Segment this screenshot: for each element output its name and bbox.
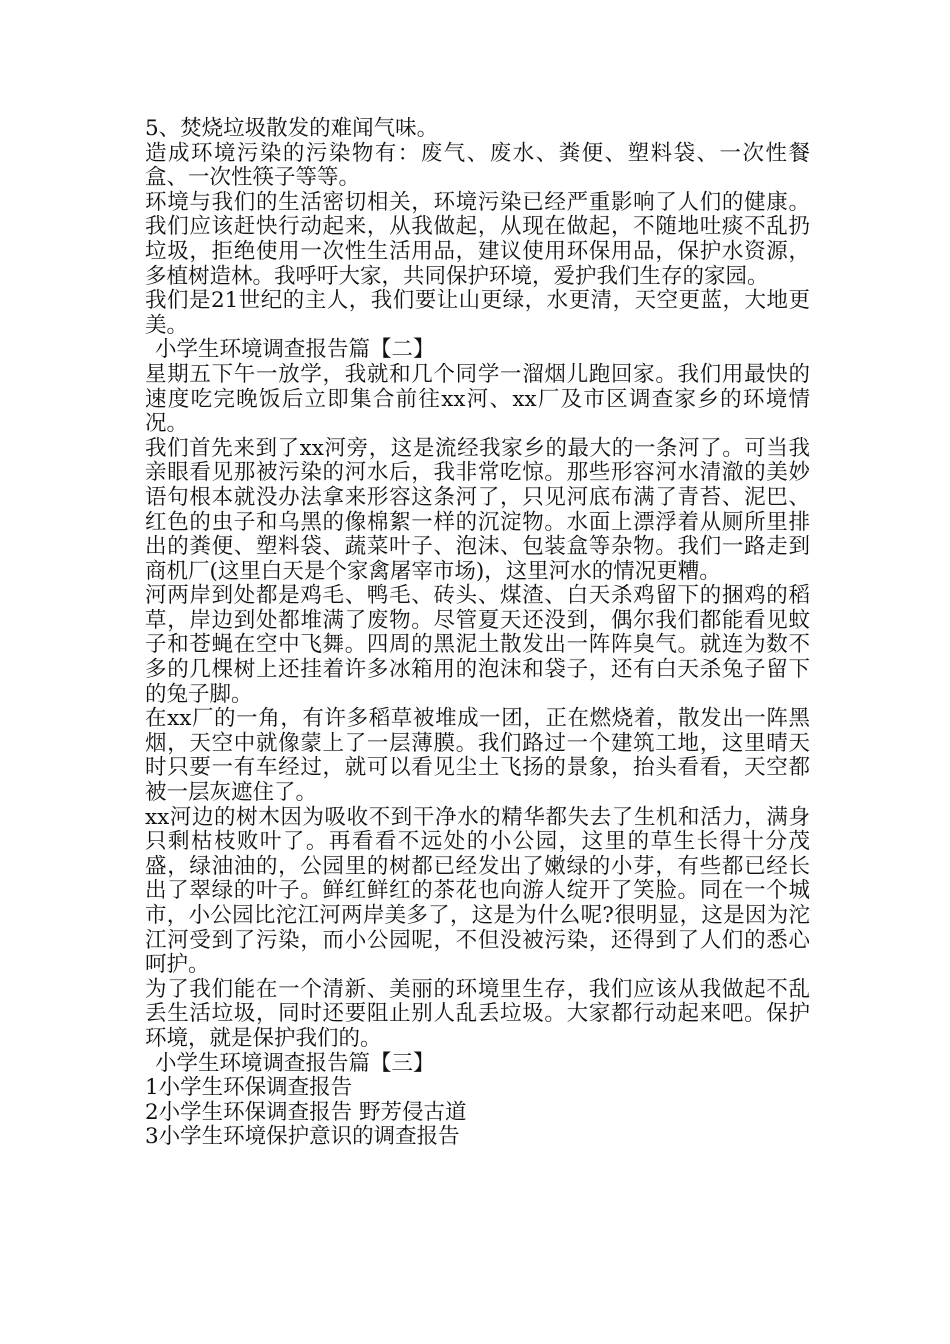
paragraph: 在xx厂的一角，有许多稻草被堆成一团，正在燃烧着，散发出一阵黑烟，天空中就像蒙上了一层薄膜。我们路过一个建筑工地，这里晴天时只要一有车经过，就可以看见尘土飞扬的景象，抬头看看，天空都被一层灰遮住了。 — [145, 706, 810, 806]
paragraph: 我们是21世纪的主人，我们要让山更绿，水更清，天空更蓝，大地更美。 — [145, 288, 810, 338]
paragraph: 我们首先来到了xx河旁，这是流经我家乡的最大的一条河了。可当我亲眼看见那被污染的河水后，我非常吃惊。那些形容河水清澈的美妙语句根本就没办法拿来形容这条河了，只见河底布满了青苔、泥巴、红色的虫子和乌黑的像棉絮一样的沉淀物。水面上漂浮着从厕所里排出的粪便、塑料袋、蔬菜叶子、泡沫、包装盒等杂物。我们一路走到商机厂(这里白天是个家禽屠宰市场)，这里河水的情况更糟。 — [145, 435, 810, 584]
paragraph: 星期五下午一放学，我就和几个同学一溜烟儿跑回家。我们用最快的速度吃完晚饭后立即集合前往xx河、xx厂及市区调查家乡的环境情况。 — [145, 361, 810, 437]
paragraph: 为了我们能在一个清新、美丽的环境里生存，我们应该从我做起不乱丢生活垃圾，同时还要阻止别人乱丢垃圾。大家都行动起来吧。保护环境，就是保护我们的。 — [145, 976, 810, 1051]
section-heading-3: 小学生环境调查报告篇【三】 — [155, 1050, 435, 1076]
list-item: 3小学生环境保护意识的调查报告 — [145, 1124, 460, 1150]
list-item: 1小学生环保调查报告 — [145, 1075, 353, 1101]
paragraph: 5、焚烧垃圾散发的难闻气味。 — [145, 116, 439, 141]
paragraph: 河两岸到处都是鸡毛、鸭毛、砖头、煤渣、白天杀鸡留下的捆鸡的稻草，岸边到处都堆满了废物。尽管夏天还没到，偶尔我们都能看见蚊子和苍蝇在空中飞舞。四周的黑泥土散发出一阵阵臭气。就连为数不多的几棵树上还挂着许多冰箱用的泡沫和袋子，还有白天杀兔子留下的兔子脚。 — [145, 583, 810, 707]
section-heading-2: 小学生环境调查报告篇【二】 — [155, 337, 435, 363]
paragraph: 造成环境污染的污染物有：废气、废水、粪便、塑料袋、一次性餐盒、一次性筷子等等。 — [145, 140, 810, 191]
document-body — [145, 117, 810, 1150]
paragraph: xx河边的树木因为吸收不到干净水的精华都失去了生机和活力，满身只剩枯枝败叶了。再看看不远处的小公园，这里的草生长得十分茂盛，绿油油的，公园里的树都已经发出了嫩绿的小芽，有些都已经长出了翠绿的叶子。鲜红鲜红的茶花也向游人绽开了笑脸。同在一个城市，小公园比沱江河两岸美多了，这是为什么呢?很明显，这是因为沱江河受到了污染，而小公园呢，不但没被污染，还得到了人们的悉心呵护。 — [145, 804, 810, 978]
paragraph: 环境与我们的生活密切相关，环境污染已经严重影响了人们的健康。我们应该赶快行动起来，从我做起，从现在做起，不随地吐痰不乱扔垃圾，拒绝使用一次性生活用品，建议使用环保用品，保护水资源，多植树造林。我呼吁大家，共同保护环境，爱护我们生存的家园。 — [145, 189, 810, 289]
list-item: 2小学生环保调查报告 野芳侵古道 — [145, 1099, 467, 1125]
